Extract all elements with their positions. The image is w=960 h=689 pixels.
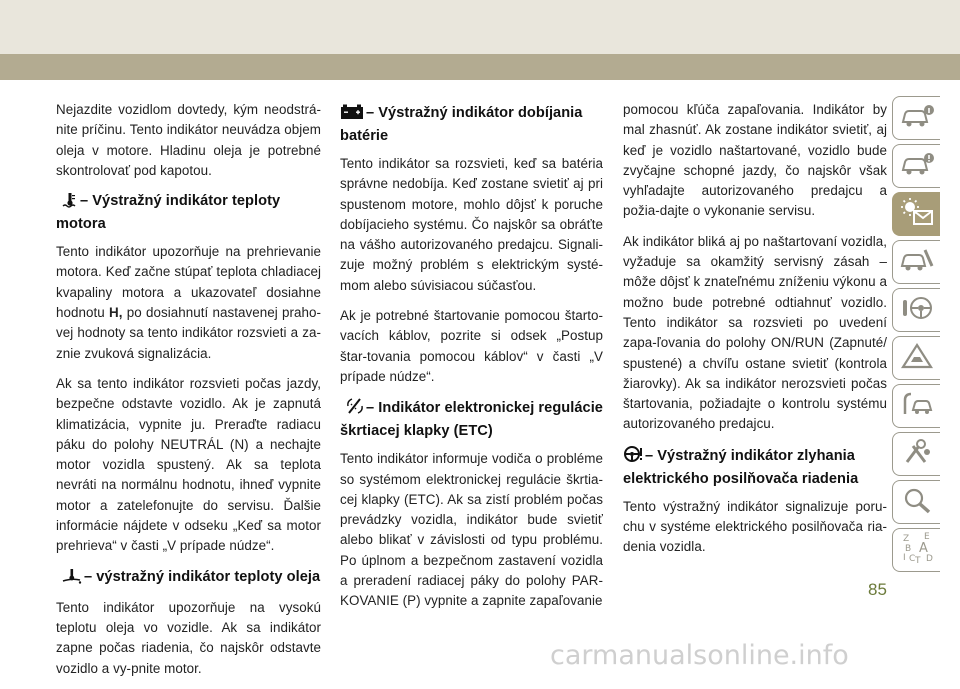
magnifier-icon: [899, 486, 935, 519]
paragraph: Ak indikátor bliká aj po naštartovaní vozidla, vyžaduje sa okamžitý servisný zásah – môže dôjsť k znateľnému zníženiu výkonu a možno bude potrebné odtiahnuť vozidlo. Tento indikátor sa rozsvieti po uvedení zapa-ľovania do polohy ON/RUN (Zapnuté/ spustené) a chvíľu ostane svietiť (kontrola žiarovky). Ak sa indikátor nerozsvieti počas štartovania, požiadajte o kontrolu systému autorizovaného predajcu.: [623, 233, 887, 432]
tab-search[interactable]: [892, 480, 940, 524]
index-letter: B: [904, 543, 911, 554]
tab-wrench-car[interactable]: [892, 384, 940, 428]
tab-index[interactable]: [892, 528, 940, 572]
index-letter: A: [918, 540, 928, 556]
coolant-temperature-icon: [62, 192, 78, 214]
chapter-tab-sidebar: [892, 96, 940, 576]
paragraph: Ak sa tento indikátor rozsvieti počas jazdy, bezpečne odstavte vozidlo. Ak je zapnutá klimatizácia, vypnite ju. Preraďte radiacu páku do polohy NEUTRÁL (N) a nechajte motor vozidla spustený. Ak sa teplota nevráti na normálnu hodnotu, ihneď vypnite motor a zatelefonujte do servisu. Ďalšie informácie nájdete v odseku „Keď sa motor prehrieva“ v časti „V prípade núdze“.: [56, 375, 321, 554]
section-heading-engine-temp: [56, 191, 321, 234]
text: po dosiahnutí nastavenej praho-vej hodnoty sa tento indikátor rozsvieti a za-znie zvuková signalizácia.: [56, 305, 321, 361]
tab-car-info[interactable]: [892, 96, 940, 140]
tab-car-search[interactable]: [892, 144, 940, 188]
heading-text: – Výstražný indikátor teploty motora: [56, 193, 281, 233]
section-heading-etc: [340, 397, 603, 441]
car-search-icon: [899, 150, 935, 183]
car-info-icon: [899, 102, 935, 135]
column-left: [56, 100, 321, 689]
warning-triangle-icon: [899, 342, 935, 375]
heading-text: – Výstražný indikátor zlyhania elektrického posilňovača riadenia: [623, 447, 859, 487]
column-right: [623, 100, 887, 568]
paragraph: Nejazdite vozidlom dovtedy, kým neodstrá-nite príčinu. Tento indikátor neuvádza objem oleja v motore. Hladinu oleja je potrebné skontrolovať pod kapotou.: [56, 102, 321, 178]
paragraph: Tento indikátor informuje vodiča o probléme so systémom elektronickej regulácie škrtia-cej klapky (ETC). Ak sa zistí problém počas prevádzky vozidla, indikátor bude svietiť alebo blikať v závislosti od typu problému. Po úplnom a bezpečnom zastavení vozidla a preradení radiacej páky do polohy PAR-KOVANIE (P) vypnite a zapnite zapaľovanie: [340, 451, 603, 609]
index-letter: E: [923, 531, 930, 542]
paragraph: Tento výstražný indikátor signalizuje poru-chu v systéme elektrického posilňovača ria-denia vozidla.: [623, 498, 887, 555]
warning-lights-message-icon: [898, 197, 936, 232]
text: Tento indikátor upozorňuje na prehrievanie motora. Keď začne stúpať teplota chladiacej kvapaliny motora a ukazovateľ dosiahne hodnotu: [56, 244, 321, 321]
section-heading-oil-temp: [56, 567, 321, 590]
column-middle: [340, 103, 603, 622]
index-letter: Z: [902, 533, 909, 544]
index-letter: D: [925, 553, 933, 564]
paragraph: [56, 242, 321, 364]
watermark: carmanualsonline.info: [550, 640, 849, 671]
section-heading-battery: [340, 103, 603, 146]
car-service-icon: [899, 246, 935, 279]
header-band: [0, 54, 960, 80]
heading-text: – Výstražný indikátor dobíjania batérie: [340, 105, 583, 144]
tools-icon: [899, 438, 935, 471]
section-heading-eps: [623, 445, 887, 489]
heading-text: – výstražný indikátor teploty oleja: [84, 568, 321, 585]
tab-steering[interactable]: [892, 288, 940, 332]
index-letter: I: [902, 552, 906, 563]
paragraph: Tento indikátor sa rozsvieti, keď sa batéria správne nedobíja. Keď zostane svietiť aj pri spustenom motore, mohlo dôjsť k poruche dobíjacieho systému. Čo najskôr sa obráťte na vášho autorizovaného predajcu. Signali-zuje možný problém s elektrickým systé-mom alebo súvisiacou súčasťou.: [340, 156, 603, 293]
index-letter: T: [914, 555, 920, 566]
steering-wheel-icon: [899, 294, 935, 327]
electronic-throttle-icon: [346, 397, 364, 421]
paragraph: Ak je potrebné štartovanie pomocou štarto-vacích káblov, pozrite si odsek „Postup štar-tovania pomocou káblov“ v časti „V prípade núdze“.: [340, 308, 603, 384]
paragraph: Tento indikátor upozorňuje na vysokú teplotu oleja vo vozidle. Ak sa indikátor zapne počas riadenia, čo najskôr odstavte vozidlo a vy-pnite motor.: [56, 599, 321, 676]
page-header: [0, 0, 960, 80]
heading-text: – Indikátor elektronickej regulácie škrtiacej klapky (ETC): [340, 400, 603, 440]
power-steering-warning-icon: [623, 445, 643, 469]
tab-tools[interactable]: [892, 432, 940, 476]
tab-warning-triangle[interactable]: [892, 336, 940, 380]
page-number: 85: [868, 580, 887, 599]
alphabet-index-icon: [899, 530, 935, 571]
tab-warning-lights-messages[interactable]: [892, 192, 940, 236]
oil-temperature-icon: [62, 568, 82, 590]
wrench-car-icon: [899, 390, 935, 423]
paragraph: pomocou kľúča zapaľovania. Indikátor by mal zhasnúť. Ak zostane indikátor svietiť, aj keď je vozidlo naštartované, vozidlo bude zvyčajne schopné jazdy, čo najskôr však vyhľadajte autorizovaného predajcu a požia-dajte o vykonanie servisu.: [623, 102, 887, 219]
text-bold: H,: [109, 305, 123, 321]
index-letter: C: [908, 553, 915, 564]
tab-car-service[interactable]: [892, 240, 940, 284]
battery-icon: [340, 104, 364, 126]
